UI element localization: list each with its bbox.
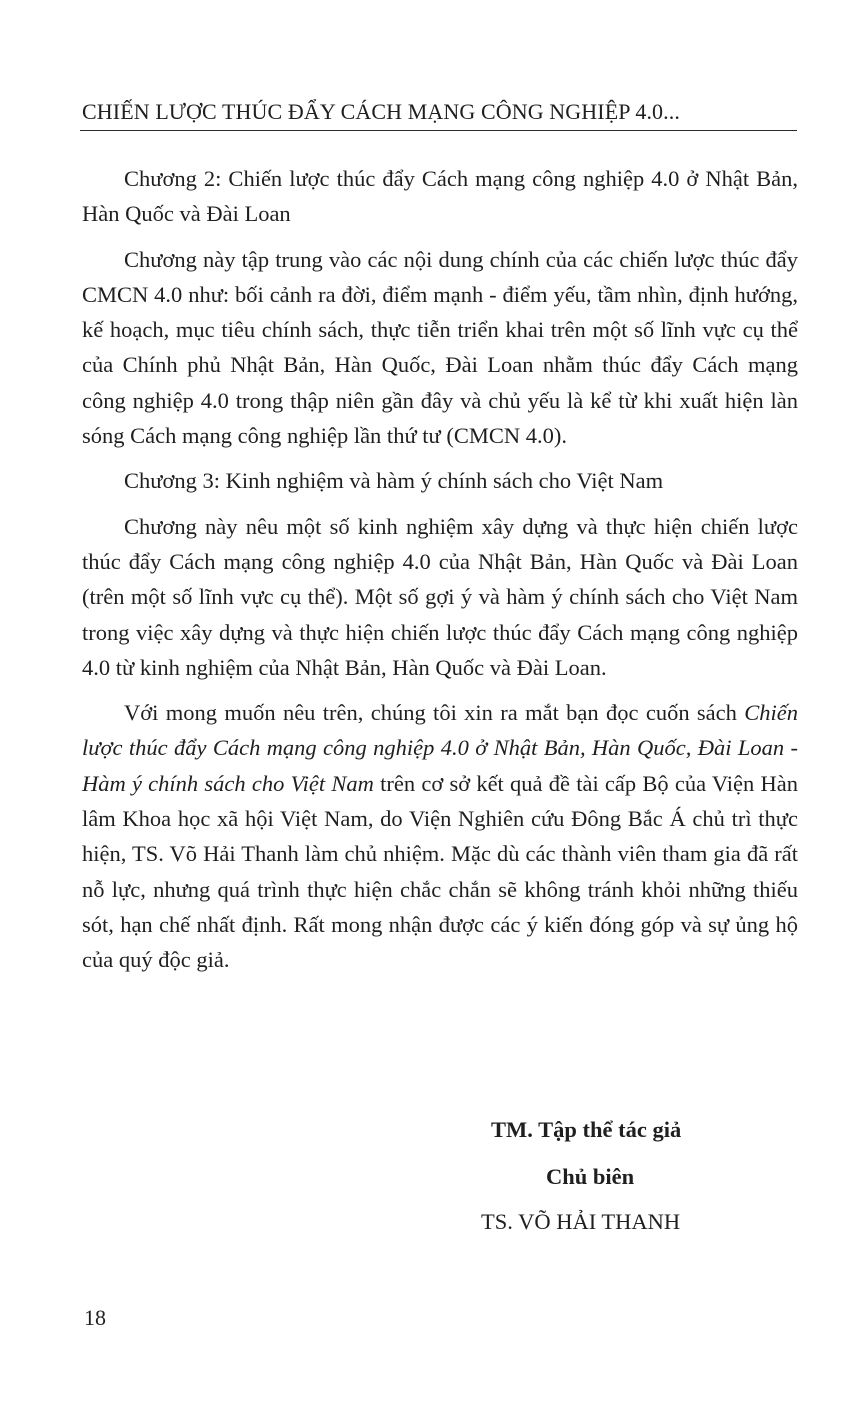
- closing-rest: trên cơ sở kết quả đề tài cấp Bộ của Viện Hàn lâm Khoa học xã hội Việt Nam, do Viện Nghiên cứu Đông Bắc Á chủ trì thực hiện, TS. Võ Hải Thanh làm chủ nhiệm. Mặc dù các thành viên tham gia đã rất nỗ lực, nhưng quá trình thực hiện chắc chắn sẽ không tránh khỏi những thiếu sót, hạn chế nhất định. Rất mong nhận được các ý kiến đóng góp và sự ủng hộ của quý độc giả.: [82, 770, 799, 973]
- page-body: [82, 161, 798, 988]
- author-group-label: TM. Tập thể tác giả: [491, 1117, 682, 1142]
- chapter2-summary: Chương này tập trung vào các nội dung chính của các chiến lược thúc đẩy CMCN 4.0 như: bối cảnh ra đời, điểm mạnh - điểm yếu, tầm nhìn, định hướng, kế hoạch, mục tiêu chính sách, thực tiễn triển khai trên một số lĩnh vực cụ thể của Chính phủ Nhật Bản, Hàn Quốc, Đài Loan nhằm thúc đẩy Cách mạng công nghiệp 4.0 trong thập niên gần đây và chủ yếu là kể từ khi xuất hiện làn sóng Cách mạng công nghiệp lần thứ tư (CMCN 4.0).: [82, 246, 798, 449]
- running-header: CHIẾN LƯỢC THÚC ĐẨY CÁCH MẠNG CÔNG NGHIỆP 4.0...: [82, 99, 680, 124]
- editor-role-label: Chủ biên: [546, 1164, 635, 1189]
- page-number: 18: [84, 1305, 106, 1330]
- closing-intro: Với mong muốn nêu trên, chúng tôi xin ra mắt bạn đọc cuốn sách: [124, 700, 737, 726]
- chapter3-summary: Chương này nêu một số kinh nghiệm xây dựng và thực hiện chiến lược thúc đẩy Cách mạng công nghiệp 4.0 của Nhật Bản, Hàn Quốc và Đài Loan (trên một số lĩnh vực cụ thể). Một số gợi ý và hàm ý chính sách cho Việt Nam trong việc xây dựng và thực hiện chiến lược thúc đẩy Cách mạng công nghiệp 4.0 từ kinh nghiệm của Nhật Bản, Hàn Quốc và Đài Loan.: [82, 513, 798, 680]
- closing-paragraph: [82, 695, 798, 977]
- book-title: Chiến lược thúc đẩy Cách mạng công nghiệp 4.0 ở Nhật Bản, Hàn Quốc, Đài Loan - Hàm ý chính sách cho Việt Nam: [82, 700, 799, 796]
- header-divider: [80, 130, 797, 131]
- chapter3-title: Chương 3: Kinh nghiệm và hàm ý chính sách cho Việt Nam: [124, 468, 664, 494]
- editor-name: TS. VÕ HẢI THANH: [481, 1209, 681, 1234]
- chapter2-title: Chương 2: Chiến lược thúc đẩy Cách mạng công nghiệp 4.0 ở Nhật Bản, Hàn Quốc và Đài Loan: [82, 166, 798, 227]
